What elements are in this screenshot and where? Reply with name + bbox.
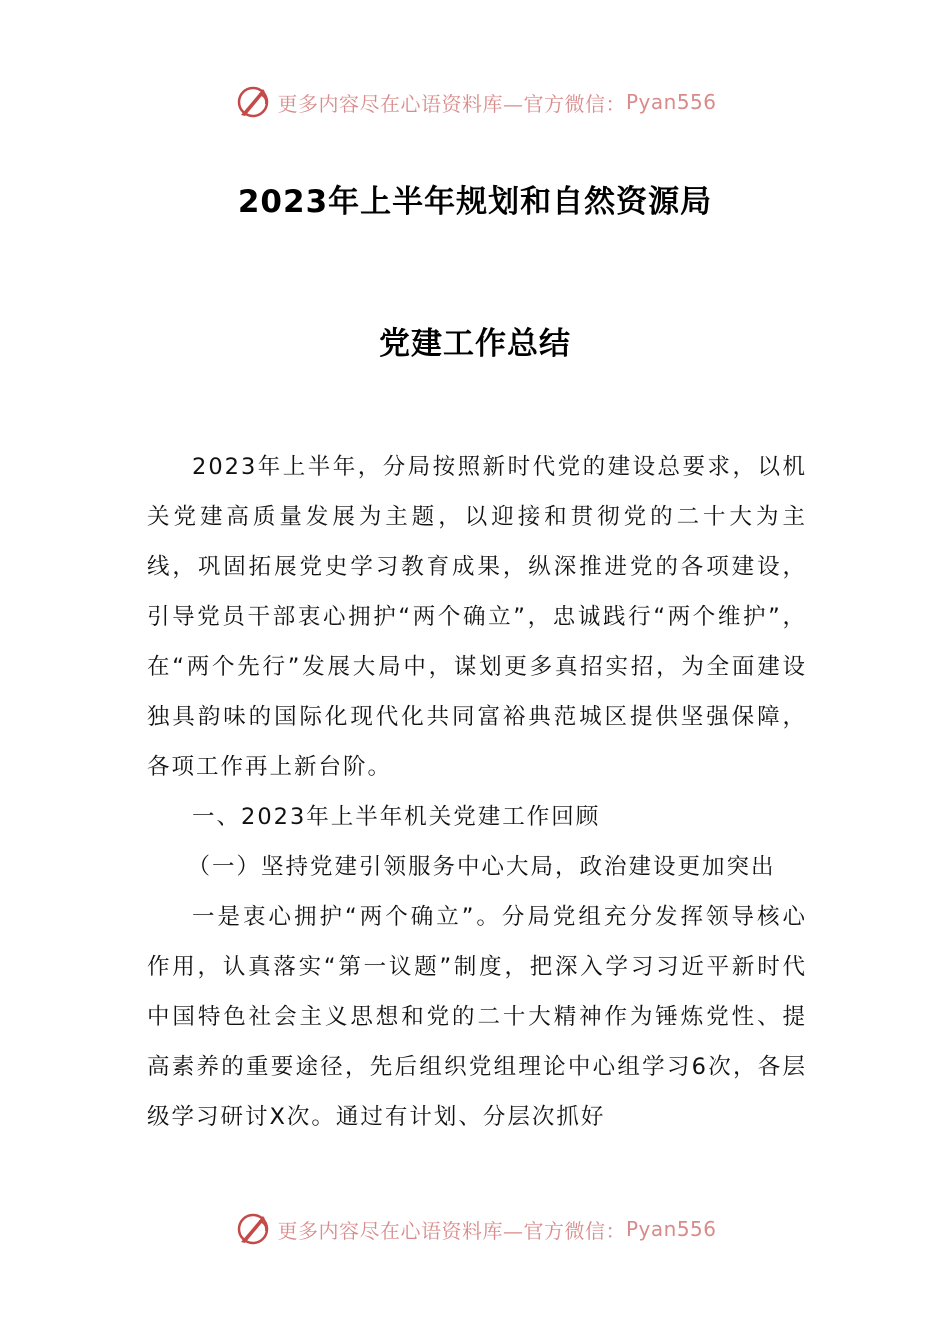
watermark-wechat-id: Pyan556 [625,1217,717,1241]
footer-watermark [0,1209,950,1249]
document-title-line-1: 2023年上半年规划和自然资源局 [237,184,713,220]
watermark-wechat-id: Pyan556 [625,90,717,114]
quill-pen-icon [233,1209,273,1249]
subsection-heading-1: （一）坚持党建引领服务中心大局，政治建设更加突出 [187,854,776,880]
quill-pen-icon [233,82,273,122]
intro-paragraph: 2023年上半年，分局按照新时代党的建设总要求，以机关党建高质量发展为主题，以迎接和贯彻党的二十大为主线，巩固拓展党史学习教育成果，纵深推进党的各项建设，引导党员干部衷心拥护“两个确立”，忠诚践行“两个维护”，在“两个先行”发展大局中，谋划更多真招实招，为全面建设独具韵味的国际化现代化共同富裕典范城区提供坚强保障，各项工作再上新台阶。 [147,454,807,780]
header-watermark [0,82,950,122]
point-paragraph-1: 一是衷心拥护“两个确立”。分局党组充分发挥领导核心作用，认真落实“第一议题”制度，把深入学习习近平新时代中国特色社会主义思想和党的二十大精神作为锤炼党性、提高素养的重要途径，先后组织党组理论中心组学习6次，各层级学习研讨X次。通过有计划、分层次抓好 [147,904,807,1130]
watermark-text: 更多内容尽在心语资料库—官方微信： [277,1218,626,1243]
document-body [147,442,807,1142]
watermark-text: 更多内容尽在心语资料库—官方微信： [277,91,626,116]
section-heading-1: 一、2023年上半年机关党建工作回顾 [192,804,601,830]
document-title-line-2: 党建工作总结 [379,326,571,362]
